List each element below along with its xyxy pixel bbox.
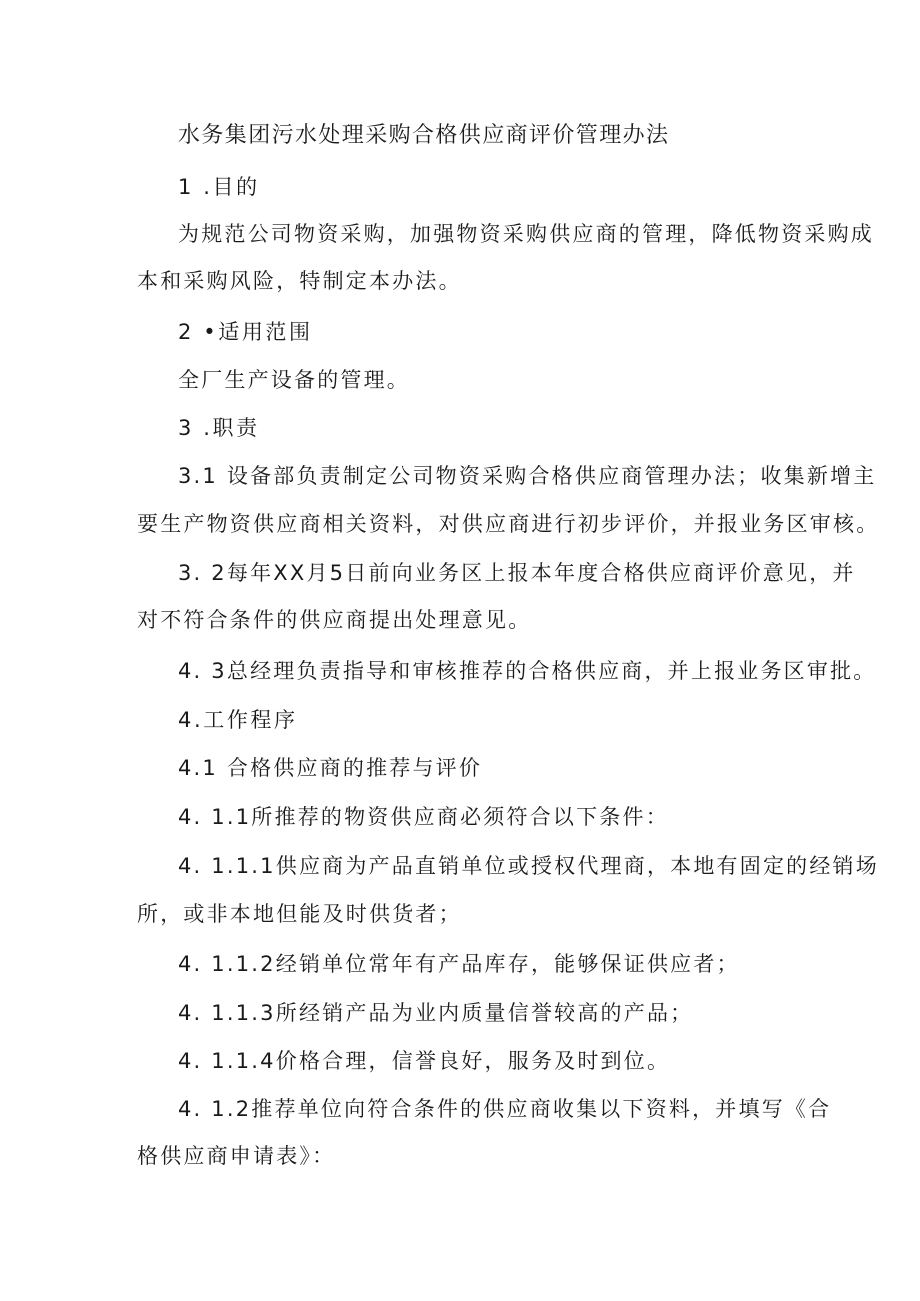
section-3-2-line: 对不符合条件的供应商提出处理意见。	[137, 608, 532, 632]
section-4-1-1-line: 4. 1.1所推荐的物资供应商必须符合以下条件：	[178, 805, 669, 829]
section-1-heading: 1 .目的	[178, 175, 260, 199]
section-3-3-line: 4. 3总经理负责指导和审核推荐的合格供应商，并上报业务区审批。	[178, 659, 877, 683]
section-4-heading: 4.工作程序	[178, 708, 298, 732]
section-4-1-1-4-line: 4. 1.1.4价格合理，信誉良好，服务及时到位。	[178, 1049, 671, 1073]
section-3-2-line: 3. 2每年XX月5日前向业务区上报本年度合格供应商评价意见，并	[178, 561, 856, 585]
section-3-1-line: 3.1 设备部负责制定公司物资采购合格供应商管理办法；收集新增主	[178, 464, 877, 488]
section-4-1-1-2-line: 4. 1.1.2经销单位常年有产品库存，能够保证供应者；	[178, 952, 740, 976]
section-1-paragraph-line: 本和采购风险，特制定本办法。	[137, 269, 462, 293]
section-4-1-1-1-line: 4. 1.1.1供应商为产品直销单位或授权代理商，本地有固定的经销场	[178, 854, 879, 878]
section-2-paragraph: 全厂生产设备的管理。	[178, 368, 410, 392]
section-4-1-1-3-line: 4. 1.1.3所经销产品为业内质量信誉较高的产品；	[178, 1001, 694, 1025]
section-4-1-2-line: 格供应商申请表》：	[137, 1144, 336, 1168]
section-3-1-line: 要生产物资供应商相关资料，对供应商进行初步评价，并报业务区审核。	[137, 512, 880, 536]
section-3-heading: 3 .职责	[178, 416, 260, 440]
section-2-heading: 2 •适用范围	[178, 320, 313, 344]
section-4-1-2-line: 4. 1.2推荐单位向符合条件的供应商收集以下资料，并填写《合	[178, 1097, 832, 1121]
section-4-1-1-1-line: 所，或非本地但能及时供货者；	[137, 902, 462, 926]
section-4-1-heading: 4.1 合格供应商的推荐与评价	[178, 756, 483, 780]
document-title: 水务集团污水处理采购合格供应商评价管理办法	[178, 123, 670, 148]
section-1-paragraph-line: 为规范公司物资采购，加强物资采购供应商的管理，降低物资采购成	[178, 222, 874, 246]
